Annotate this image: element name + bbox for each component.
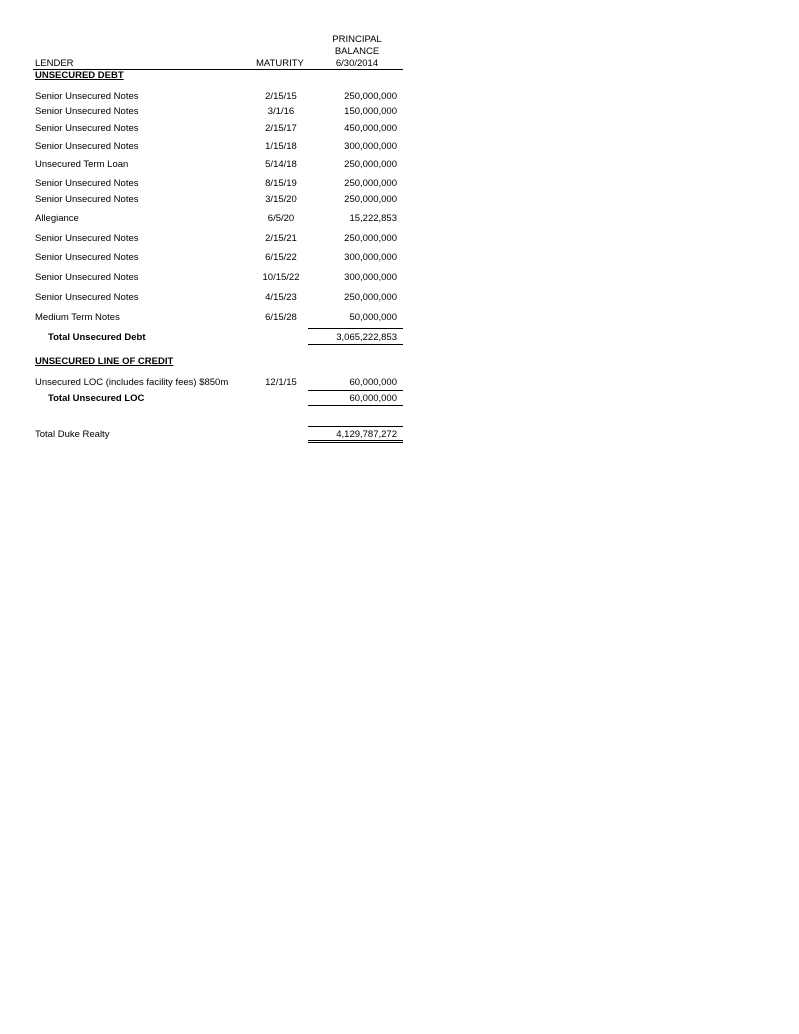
total-unsecured-debt-value: 3,065,222,853: [336, 332, 397, 343]
header-date: 6/30/2014: [335, 58, 379, 69]
grand-total-double-rule-1: [308, 440, 403, 441]
maturity-cell: 12/1/15: [265, 377, 297, 388]
maturity-cell: 2/15/15: [265, 91, 297, 102]
balance-cell: 250,000,000: [344, 292, 397, 303]
maturity-cell: 8/15/19: [265, 178, 297, 189]
subtotal-rule: [308, 328, 403, 329]
grand-total-double-rule-2: [308, 442, 403, 443]
maturity-cell: 6/5/20: [267, 213, 295, 224]
total-unsecured-debt-label: Total Unsecured Debt: [48, 332, 146, 343]
maturity-cell: 5/14/18: [265, 159, 297, 170]
total-rule: [308, 344, 403, 345]
lender-cell: Senior Unsecured Notes: [35, 194, 139, 205]
balance-cell: 450,000,000: [344, 123, 397, 134]
total-loc-label: Total Unsecured LOC: [48, 393, 145, 404]
subtotal-rule: [308, 390, 403, 391]
header-balance: BALANCE: [334, 46, 380, 57]
lender-cell: Senior Unsecured Notes: [35, 252, 139, 263]
section-title-unsecured-debt: UNSECURED DEBT: [35, 70, 124, 81]
lender-cell: Senior Unsecured Notes: [35, 272, 139, 283]
balance-cell: 250,000,000: [344, 178, 397, 189]
maturity-cell: 6/15/28: [265, 312, 297, 323]
lender-cell: Senior Unsecured Notes: [35, 106, 139, 117]
balance-cell: 250,000,000: [344, 233, 397, 244]
maturity-cell: 2/15/17: [265, 123, 297, 134]
grand-total-top-rule: [308, 426, 403, 427]
balance-cell: 50,000,000: [349, 312, 397, 323]
lender-cell: Senior Unsecured Notes: [35, 178, 139, 189]
section-title-line-of-credit: UNSECURED LINE OF CREDIT: [35, 356, 174, 367]
balance-cell: 250,000,000: [344, 159, 397, 170]
grand-total-value: 4,129,787,272: [336, 429, 397, 440]
maturity-cell: 3/1/16: [267, 106, 295, 117]
balance-cell: 300,000,000: [344, 272, 397, 283]
grand-total-label: Total Duke Realty: [35, 429, 110, 440]
balance-cell: 60,000,000: [349, 377, 397, 388]
total-loc-value: 60,000,000: [349, 393, 397, 404]
balance-cell: 250,000,000: [344, 91, 397, 102]
balance-cell: 15,222,853: [349, 213, 397, 224]
lender-cell: Unsecured LOC (includes facility fees) $850m: [35, 377, 229, 388]
total-rule: [308, 405, 403, 406]
lender-cell: Senior Unsecured Notes: [35, 292, 139, 303]
balance-cell: 300,000,000: [344, 252, 397, 263]
balance-cell: 300,000,000: [344, 141, 397, 152]
maturity-cell: 1/15/18: [265, 141, 297, 152]
lender-cell: Senior Unsecured Notes: [35, 91, 139, 102]
maturity-cell: 10/15/22: [262, 272, 300, 283]
header-principal: PRINCIPAL: [332, 34, 382, 45]
lender-cell: Medium Term Notes: [35, 312, 120, 323]
header-maturity: MATURITY: [256, 58, 304, 69]
maturity-cell: 2/15/21: [265, 233, 297, 244]
maturity-cell: 6/15/22: [265, 252, 297, 263]
header-lender: LENDER: [35, 58, 74, 69]
lender-cell: Allegiance: [35, 213, 79, 224]
lender-cell: Senior Unsecured Notes: [35, 141, 139, 152]
lender-cell: Senior Unsecured Notes: [35, 123, 139, 134]
lender-cell: Senior Unsecured Notes: [35, 233, 139, 244]
maturity-cell: 3/15/20: [265, 194, 297, 205]
balance-cell: 150,000,000: [344, 106, 397, 117]
balance-cell: 250,000,000: [344, 194, 397, 205]
maturity-cell: 4/15/23: [265, 292, 297, 303]
lender-cell: Unsecured Term Loan: [35, 159, 129, 170]
